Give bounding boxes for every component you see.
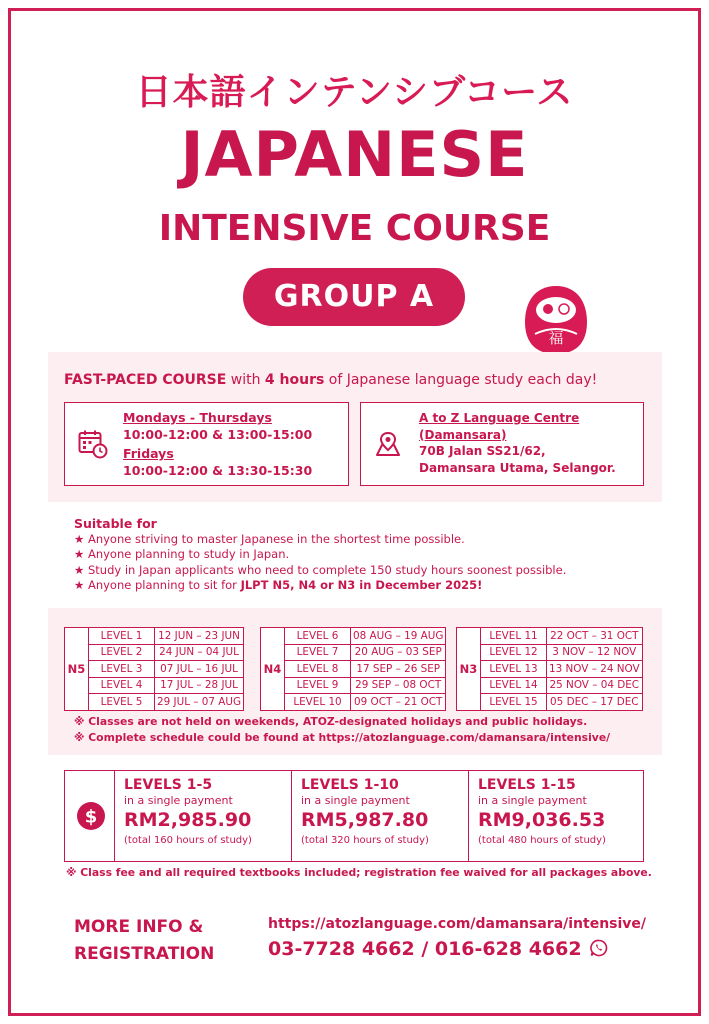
location-line-1: 70B Jalan SS21/62, <box>419 444 546 458</box>
package-levels: LEVELS 1-10 <box>301 777 399 793</box>
level-dates: 07 JUL – 16 JUL <box>155 661 244 678</box>
suitable-item-jlpt: ★ Anyone planning to sit for JLPT N5, N4 or N3 in December 2025! <box>74 578 483 593</box>
more-info-heading <box>74 914 214 968</box>
level-dates: 24 JUN – 04 JUL <box>155 644 244 661</box>
subtitle: INTENSIVE COURSE <box>158 208 551 249</box>
level-name: LEVEL 6 <box>285 628 351 645</box>
level-dates: 29 JUL – 07 AUG <box>155 694 244 711</box>
svg-text:$: $ <box>84 806 98 828</box>
schedule-days-2: Fridays <box>123 446 174 461</box>
tagline-text-2: of Japanese language study each day! <box>324 372 598 388</box>
schedule-box <box>64 402 349 486</box>
level-group: N5 <box>65 628 89 711</box>
pricing-box <box>64 770 644 862</box>
schedule-text <box>123 409 312 479</box>
suitable-section <box>74 516 566 594</box>
phone-numbers[interactable] <box>268 938 608 960</box>
daruma-character: 福 <box>548 329 564 347</box>
suitable-heading: Suitable for <box>74 516 157 531</box>
level-name: LEVEL 2 <box>89 644 155 661</box>
package-payment: in a single payment <box>301 794 410 807</box>
whatsapp-icon <box>590 939 608 957</box>
package-price: RM9,036.53 <box>478 809 606 831</box>
level-dates: 3 NOV – 12 NOV <box>547 644 643 661</box>
level-name: LEVEL 10 <box>285 694 351 711</box>
note-holidays: ※ Classes are not held on weekends, ATOZ-designated holidays and public holidays. <box>74 715 588 728</box>
level-dates: 17 JUL – 28 JUL <box>155 677 244 694</box>
suitable-item: ★ Study in Japan applicants who need to complete 150 study hours soonest possible. <box>74 562 567 577</box>
package-price: RM2,985.90 <box>124 809 252 831</box>
level-table-n4 <box>260 627 446 711</box>
phone-text[interactable]: 03-7728 4662 / 016-628 4662 <box>268 938 582 960</box>
fee-note: ※ Class fee and all required textbooks included; registration fee waived for all packages above. <box>66 866 652 879</box>
schedule-time-2: 10:00-12:00 & 13:30-15:30 <box>123 463 313 478</box>
level-dates: 09 OCT – 21 OCT <box>351 694 446 711</box>
suitable-item: ★ Anyone planning to study in Japan. <box>74 547 290 562</box>
more-info-line-2: REGISTRATION <box>74 944 215 964</box>
price-package-3 <box>468 771 643 861</box>
level-name: LEVEL 7 <box>285 644 351 661</box>
level-dates: 17 SEP – 26 SEP <box>351 661 446 678</box>
level-table-n5 <box>64 627 244 711</box>
japanese-title: 日本語インテンシブコース <box>135 72 574 113</box>
level-name: LEVEL 3 <box>89 661 155 678</box>
level-name: LEVEL 4 <box>89 677 155 694</box>
package-hours: (total 160 hours of study) <box>124 835 252 846</box>
tagline-strong-2: 4 hours <box>264 372 325 388</box>
tagline-strong-1: FAST-PACED COURSE <box>64 372 227 388</box>
group-badge: GROUP A <box>243 268 465 326</box>
course-tagline <box>64 372 597 388</box>
map-pin-icon <box>373 431 403 457</box>
level-name: LEVEL 9 <box>285 677 351 694</box>
package-hours: (total 480 hours of study) <box>478 835 606 846</box>
level-name: LEVEL 11 <box>481 628 547 645</box>
daruma-icon <box>521 284 591 356</box>
level-dates: 20 AUG – 03 SEP <box>351 644 446 661</box>
package-levels: LEVELS 1-5 <box>124 777 213 793</box>
level-group: N4 <box>261 628 285 711</box>
level-dates: 29 SEP – 08 OCT <box>351 677 446 694</box>
level-dates: 25 NOV – 04 DEC <box>547 677 643 694</box>
package-payment: in a single payment <box>478 794 587 807</box>
level-dates: 22 OCT – 31 OCT <box>547 628 643 645</box>
level-name: LEVEL 1 <box>89 628 155 645</box>
schedule-notes <box>74 714 610 745</box>
level-table-n3 <box>456 627 643 711</box>
level-name: LEVEL 5 <box>89 694 155 711</box>
package-hours: (total 320 hours of study) <box>301 835 429 846</box>
calendar-icon <box>78 429 108 459</box>
location-name[interactable]: A to Z Language Centre (Damansara) <box>419 411 580 442</box>
level-name: LEVEL 14 <box>481 677 547 694</box>
tagline-text-1: with <box>226 372 265 388</box>
package-payment: in a single payment <box>124 794 233 807</box>
level-name: LEVEL 8 <box>285 661 351 678</box>
level-name: LEVEL 12 <box>481 644 547 661</box>
level-name: LEVEL 15 <box>481 694 547 711</box>
level-dates: 12 JUN – 23 JUN <box>155 628 244 645</box>
location-text <box>419 410 616 476</box>
main-title: JAPANESE <box>180 118 529 191</box>
package-price: RM5,987.80 <box>301 809 429 831</box>
location-box <box>360 402 644 486</box>
price-package-2 <box>291 771 468 861</box>
level-name: LEVEL 13 <box>481 661 547 678</box>
more-info-line-1: MORE INFO & <box>74 917 204 937</box>
registration-link[interactable]: https://atozlanguage.com/damansara/intensive/ <box>268 916 647 932</box>
suitable-item: ★ Anyone striving to master Japanese in the shortest time possible. <box>74 531 465 546</box>
price-package-1 <box>114 771 291 861</box>
package-levels: LEVELS 1-15 <box>478 777 576 793</box>
schedule-days-1: Mondays - Thursdays <box>123 410 272 425</box>
note-schedule-link: ※ Complete schedule could be found at https://atozlanguage.com/damansara/intensive/ <box>74 730 611 744</box>
schedule-time-1: 10:00-12:00 & 13:00-15:00 <box>123 427 313 442</box>
level-group: N3 <box>457 628 481 711</box>
level-dates: 08 AUG – 19 AUG <box>351 628 446 645</box>
level-dates: 13 NOV – 24 NOV <box>547 661 643 678</box>
level-dates: 05 DEC – 17 DEC <box>547 694 643 711</box>
dollar-icon <box>76 801 106 831</box>
location-line-2: Damansara Utama, Selangor. <box>419 460 616 475</box>
